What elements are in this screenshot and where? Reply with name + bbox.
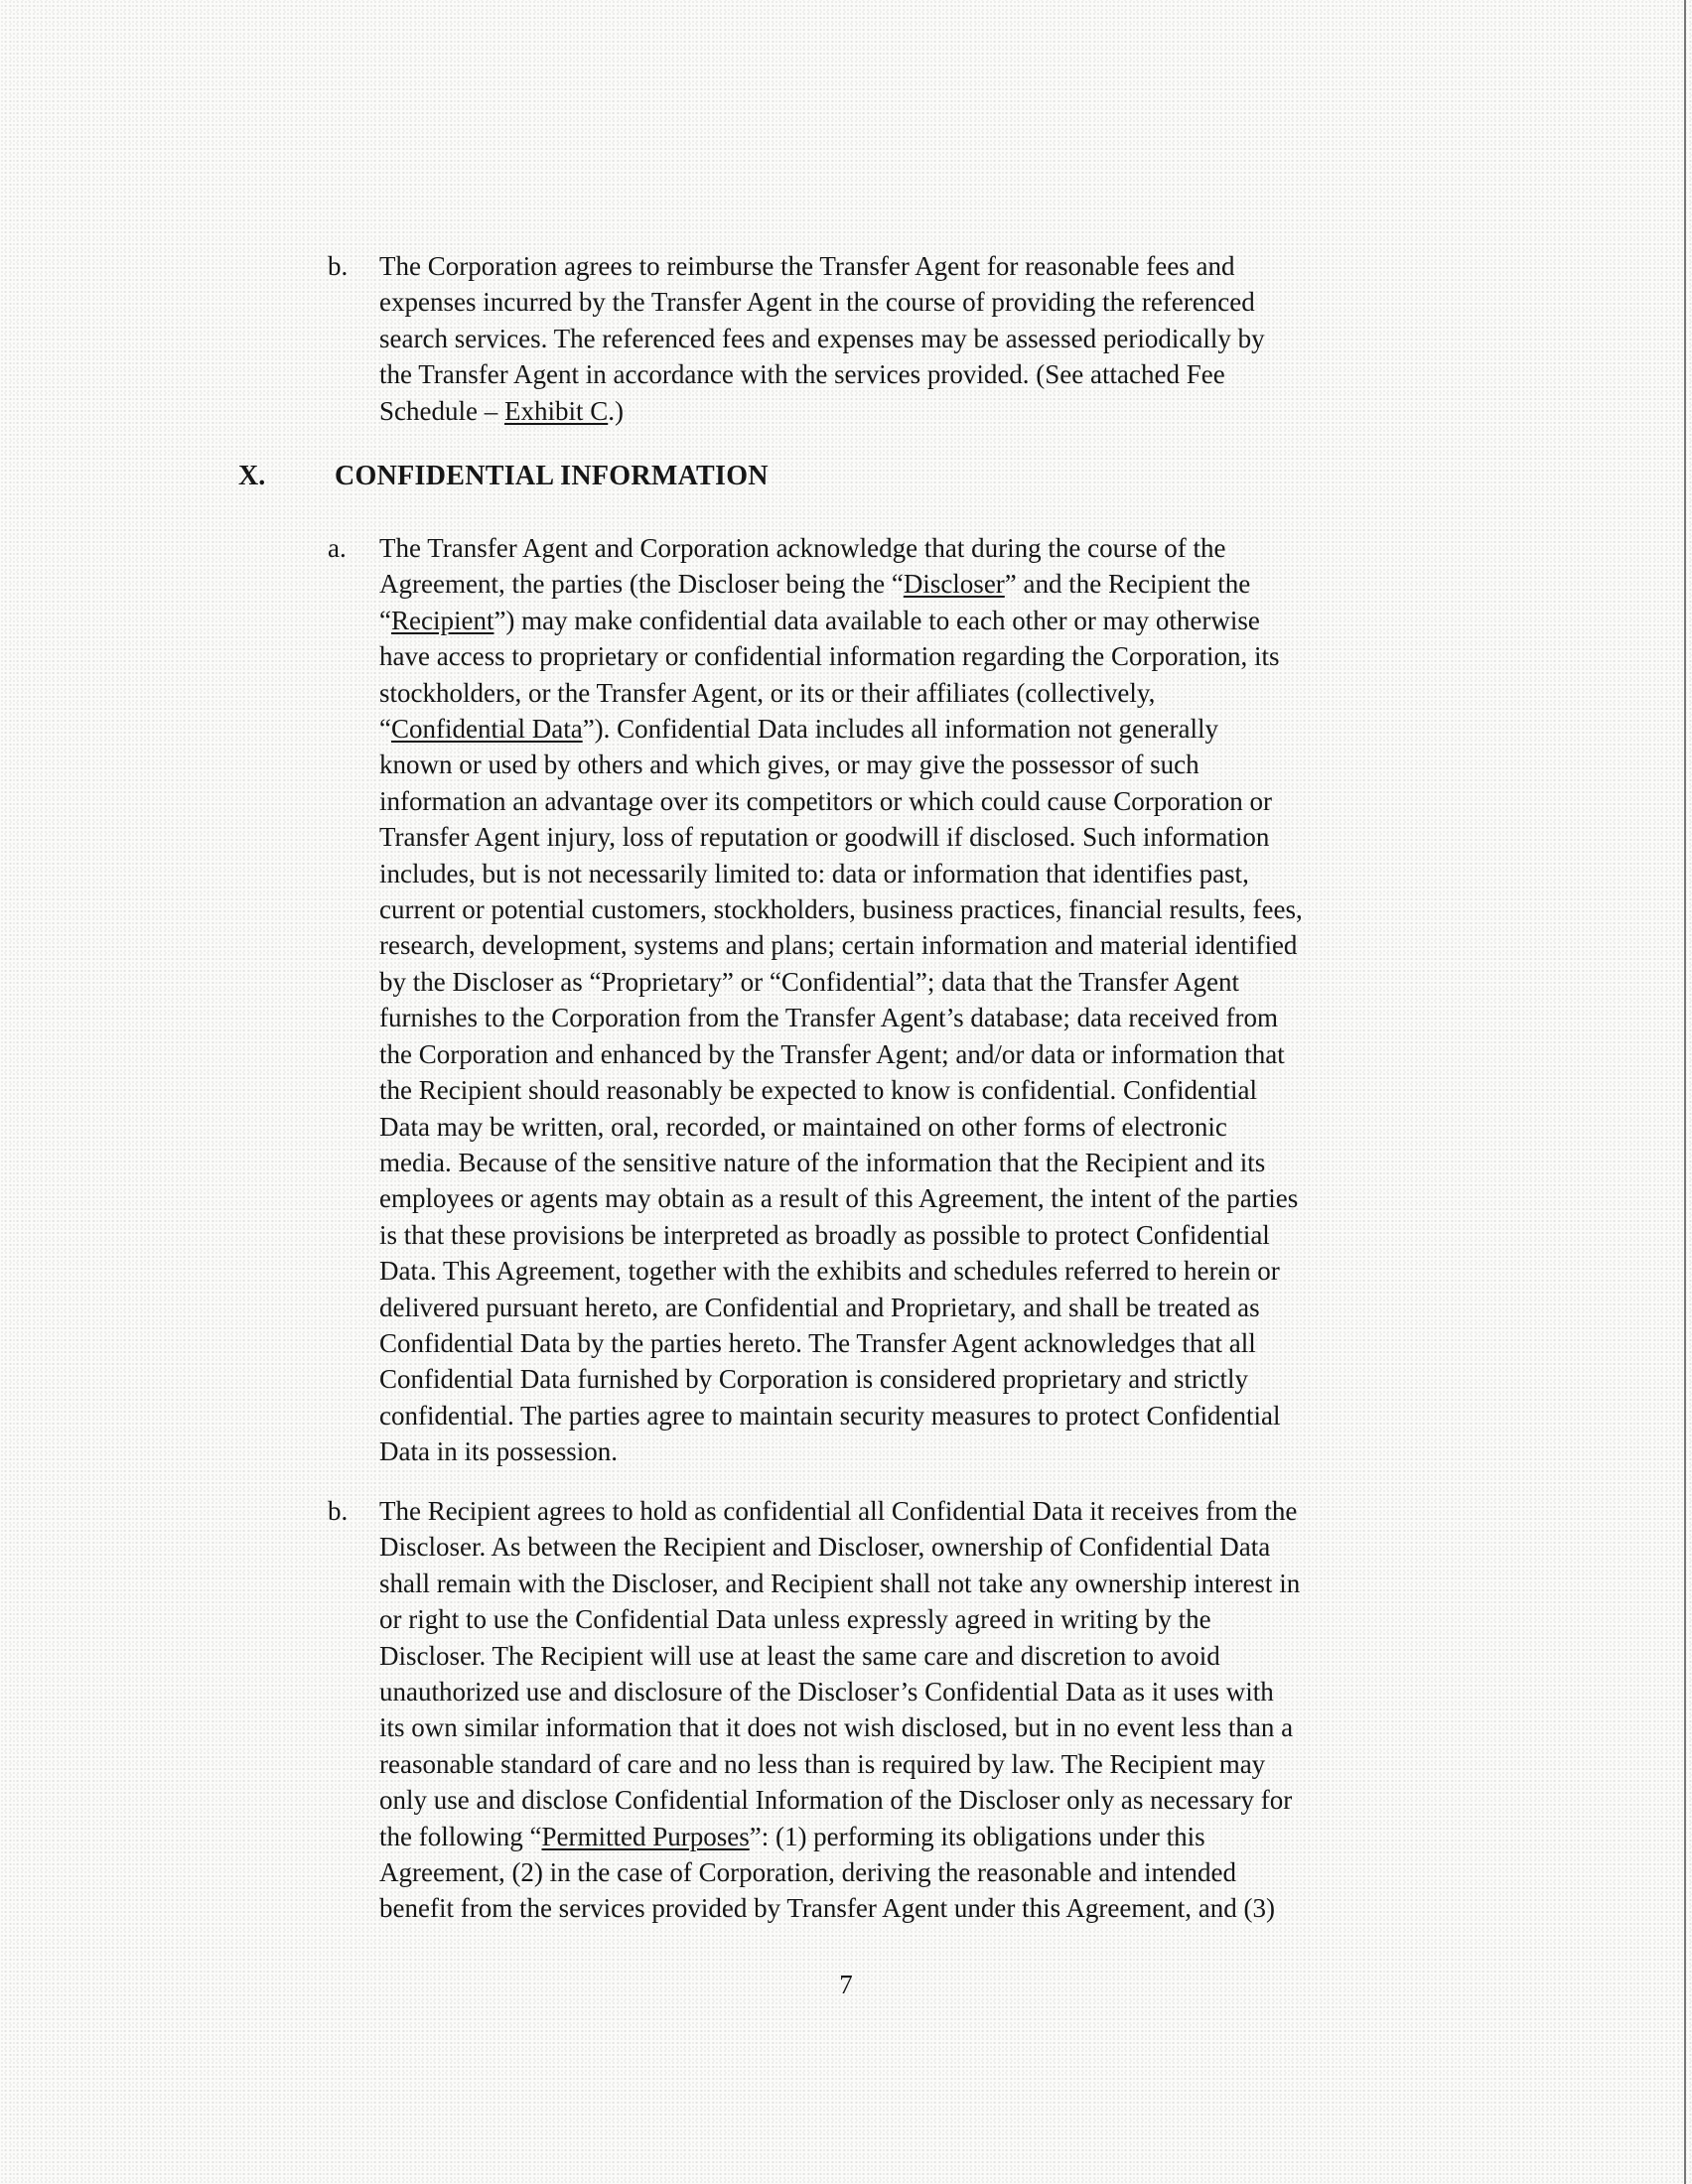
text-line: [379, 711, 1303, 747]
text-line: unauthorized use and disclosure of the Discloser’s Confidential Data as it uses with: [379, 1677, 1274, 1707]
text-segment: “: [379, 714, 391, 745]
text-line: Discloser. As between the Recipient and Discloser, ownership of Confidential Data: [379, 1532, 1271, 1563]
text-line: search services. The referenced fees and expenses may be assessed periodically by: [379, 323, 1265, 353]
text-line: the Recipient should reasonably be expected to know is confidential. Confidential: [379, 1075, 1258, 1106]
text-line: employees or agents may obtain as a result of this Agreement, the intent of the parties: [379, 1183, 1299, 1214]
text-segment: ”). Confidential Data includes all information not generally: [582, 714, 1218, 745]
paragraph-a-confidential-data: [379, 530, 1303, 1470]
text-line: reasonable standard of care and no less than is required by law. The Recipient may: [379, 1748, 1266, 1779]
text-line: research, development, systems and plans; certain information and material identified: [379, 930, 1298, 961]
text-segment: “: [379, 605, 391, 635]
text-line: Data. This Agreement, together with the exhibits and schedules referred to herein or: [379, 1256, 1280, 1287]
section-title: CONFIDENTIAL INFORMATION: [335, 461, 769, 491]
text-line: only use and disclose Confidential Information of the Discloser only as necessary for: [379, 1785, 1293, 1816]
text-line: the Transfer Agent in accordance with the services provided. (See attached Fee: [379, 359, 1225, 390]
text-line: Confidential Data furnished by Corporation is considered proprietary and strictly: [379, 1364, 1249, 1395]
text-line: furnishes to the Corporation from the Transfer Agent’s database; data received from: [379, 1003, 1279, 1033]
text-line: known or used by others and which gives, or may give the possessor of such: [379, 750, 1199, 780]
text-line: delivered pursuant hereto, are Confidential and Proprietary, and shall be treated as: [379, 1292, 1260, 1322]
page-number: 7: [839, 1970, 853, 1999]
text-line: [379, 603, 1303, 638]
text-line: media. Because of the sensitive nature of the information that the Recipient and its: [379, 1147, 1266, 1177]
text-segment: ” and the Recipient the: [1004, 569, 1251, 600]
text-line: [379, 1819, 1300, 1854]
defined-term-recipient: Recipient: [390, 605, 494, 635]
text-line: Data may be written, oral, recorded, or maintained on other forms of electronic: [379, 1111, 1227, 1142]
text-segment: ”) may make confidential data available to each other or may otherwise: [494, 605, 1260, 635]
text-line: shall remain with the Discloser, and Recipient shall not take any ownership interest in: [379, 1568, 1301, 1598]
text-line: Data in its possession.: [379, 1436, 618, 1467]
text-line: Confidential Data by the parties hereto. The Transfer Agent acknowledges that all: [379, 1327, 1256, 1358]
text-segment: ”: (1) performing its obligations under this: [749, 1821, 1205, 1851]
item-marker-b-prev: b.: [328, 251, 349, 281]
text-segment: Agreement, the parties (the Discloser being the “: [379, 569, 904, 600]
text-line: or right to use the Confidential Data unless expressly agreed in writing by the: [379, 1604, 1211, 1635]
text-line: includes, but is not necessarily limited to: data or information that identifies past,: [379, 858, 1249, 888]
item-marker-a: a.: [328, 533, 347, 563]
text-line: stockholders, or the Transfer Agent, or its or their affiliates (collectively,: [379, 677, 1156, 708]
text-line: The Corporation agrees to reimburse the Transfer Agent for reasonable fees and: [379, 251, 1235, 281]
scan-edge-line: [1684, 0, 1686, 2184]
paragraph-b-recipient-obligations: [379, 1493, 1300, 1927]
text-segment: Schedule –: [379, 395, 504, 426]
text-segment: .): [608, 395, 624, 426]
text-line: Transfer Agent injury, loss of reputation or goodwill if disclosed. Such information: [379, 822, 1270, 853]
paragraph-b-fees: [379, 248, 1265, 429]
text-line: benefit from the services provided by Transfer Agent under this Agreement, and (3): [379, 1893, 1276, 1924]
text-line: [379, 566, 1303, 602]
text-line: Discloser. The Recipient will use at least the same care and discretion to avoid: [379, 1640, 1220, 1671]
text-line: The Transfer Agent and Corporation acknowledge that during the course of the: [379, 533, 1226, 563]
text-line: have access to proprietary or confidential information regarding the Corporation, its: [379, 641, 1280, 672]
defined-term-permitted-purposes: Permitted Purposes: [541, 1821, 750, 1851]
text-line: information an advantage over its competitors or which could cause Corporation or: [379, 785, 1272, 816]
text-line: by the Discloser as “Proprietary” or “Confidential”; data that the Transfer Agent: [379, 966, 1240, 997]
defined-term-confidential-data: Confidential Data: [390, 714, 583, 745]
defined-term-discloser: Discloser: [903, 569, 1005, 600]
text-segment: the following “: [379, 1821, 542, 1851]
text-line: The Recipient agrees to hold as confidential all Confidential Data it receives from the: [379, 1496, 1298, 1526]
exhibit-c-reference: Exhibit C: [503, 395, 609, 426]
text-line: [379, 393, 1265, 429]
text-line: expenses incurred by the Transfer Agent in the course of providing the referenced: [379, 287, 1255, 318]
section-number: X.: [238, 461, 266, 491]
text-line: Agreement, (2) in the case of Corporation, deriving the reasonable and intended: [379, 1857, 1236, 1888]
text-line: current or potential customers, stockholders, business practices, financial results, fees,: [379, 894, 1303, 925]
item-marker-b: b.: [328, 1496, 349, 1526]
text-line: its own similar information that it does not wish disclosed, but in no event less than a: [379, 1712, 1294, 1743]
text-line: confidential. The parties agree to maintain security measures to protect Confidential: [379, 1400, 1281, 1431]
text-line: the Corporation and enhanced by the Transfer Agent; and/or data or information that: [379, 1038, 1285, 1069]
text-line: is that these provisions be interpreted as broadly as possible to protect Confidential: [379, 1219, 1270, 1250]
